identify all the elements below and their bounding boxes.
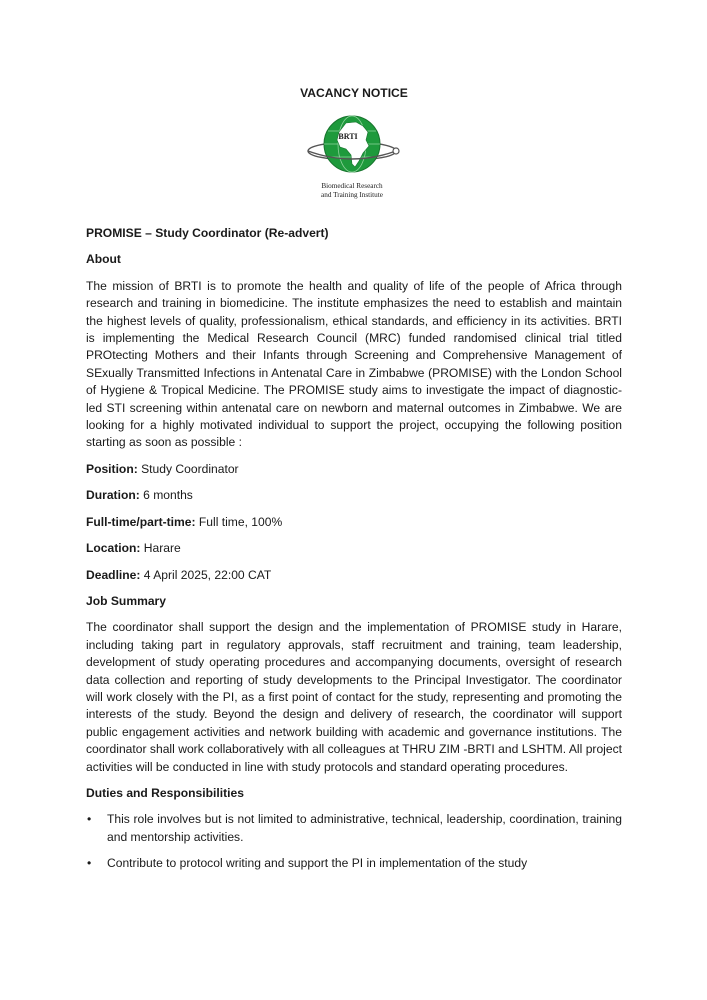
detail-value: Full time, 100% [195,514,283,529]
detail-label: Duration: [86,488,140,503]
about-text: The mission of BRTI is to promote the health and quality of life of the people of Africa through research and training in biomedicine. The institute emphasizes the need to establish and maintain the highest levels of quality, professionalism, ethical standards, and efficiency in its activities. BRTI is implementing the Medical Research Council (MRC) funded randomised clinical trial titled PROtecting Mothers and their Infants through Screening and Comprehensive Management of SExually Transmitted Infections in Antenatal Care in Zimbabwe (PROMISE) with the London School of Hygiene & Tropical Medicine. The PROMISE study aims to investigate the impact of diagnostic-led STI screening within antenatal care on newborn and maternal outcomes in Zimbabwe. We are looking for a highly motivated individual to support the project, occupying the following position starting as soon as possible : [86,278,622,450]
detail-label: Location: [86,541,141,556]
logo-line-1: Biomedical Research [321,182,383,190]
job-summary-heading: Job Summary [86,593,166,608]
detail-label: Deadline: [86,567,141,582]
list-item: • This role involves but is not limited to administrative, technical, leadership, coordination, training and mentorship activities. [86,811,622,846]
job-title: PROMISE – Study Coordinator (Re-advert) [86,226,329,240]
logo-container [86,109,622,213]
brti-logo [306,109,402,209]
detail-value: Study Coordinator [137,461,239,476]
detail-deadline [86,567,622,584]
page-title: VACANCY NOTICE [300,86,408,100]
detail-value: 6 months [139,488,193,503]
detail-location [86,540,622,557]
logo-initials: BRTI [338,132,358,141]
about-heading: About [86,252,121,267]
duties-list [86,811,622,872]
job-summary-text: The coordinator shall support the design and the implementation of PROMISE study in Harare, including taking part in regulatory approvals, staff recruitment and training, team leadership, development of study operating procedures and accompanying documents, oversight of research data collection and reporting of study developments to the Principal Investigator. The coordinator will work closely with the PI, as a first point of contact for the study, representing and promoting the interests of the study. Beyond the design and delivery of research, the coordinator will support public engagement activities and network building with academic and governance institutions. The coordinator shall work collaboratively with all colleagues at THRU ZIM -BRTI and LSHTM. All project activities will be conducted in line with study protocols and standard operating procedures. [86,620,622,774]
list-item: • Contribute to protocol writing and support the PI in implementation of the study [86,855,622,872]
detail-position [86,461,622,478]
logo-line-2: and Training Institute [321,191,383,199]
detail-duration [86,487,622,504]
detail-employment-type [86,514,622,531]
detail-label: Position: [86,461,138,476]
document-content [86,85,622,873]
detail-value: Harare [140,541,181,556]
detail-label: Full-time/part-time: [86,514,196,529]
detail-value: 4 April 2025, 22:00 CAT [140,567,272,582]
duties-heading: Duties and Responsibilities [86,785,244,800]
